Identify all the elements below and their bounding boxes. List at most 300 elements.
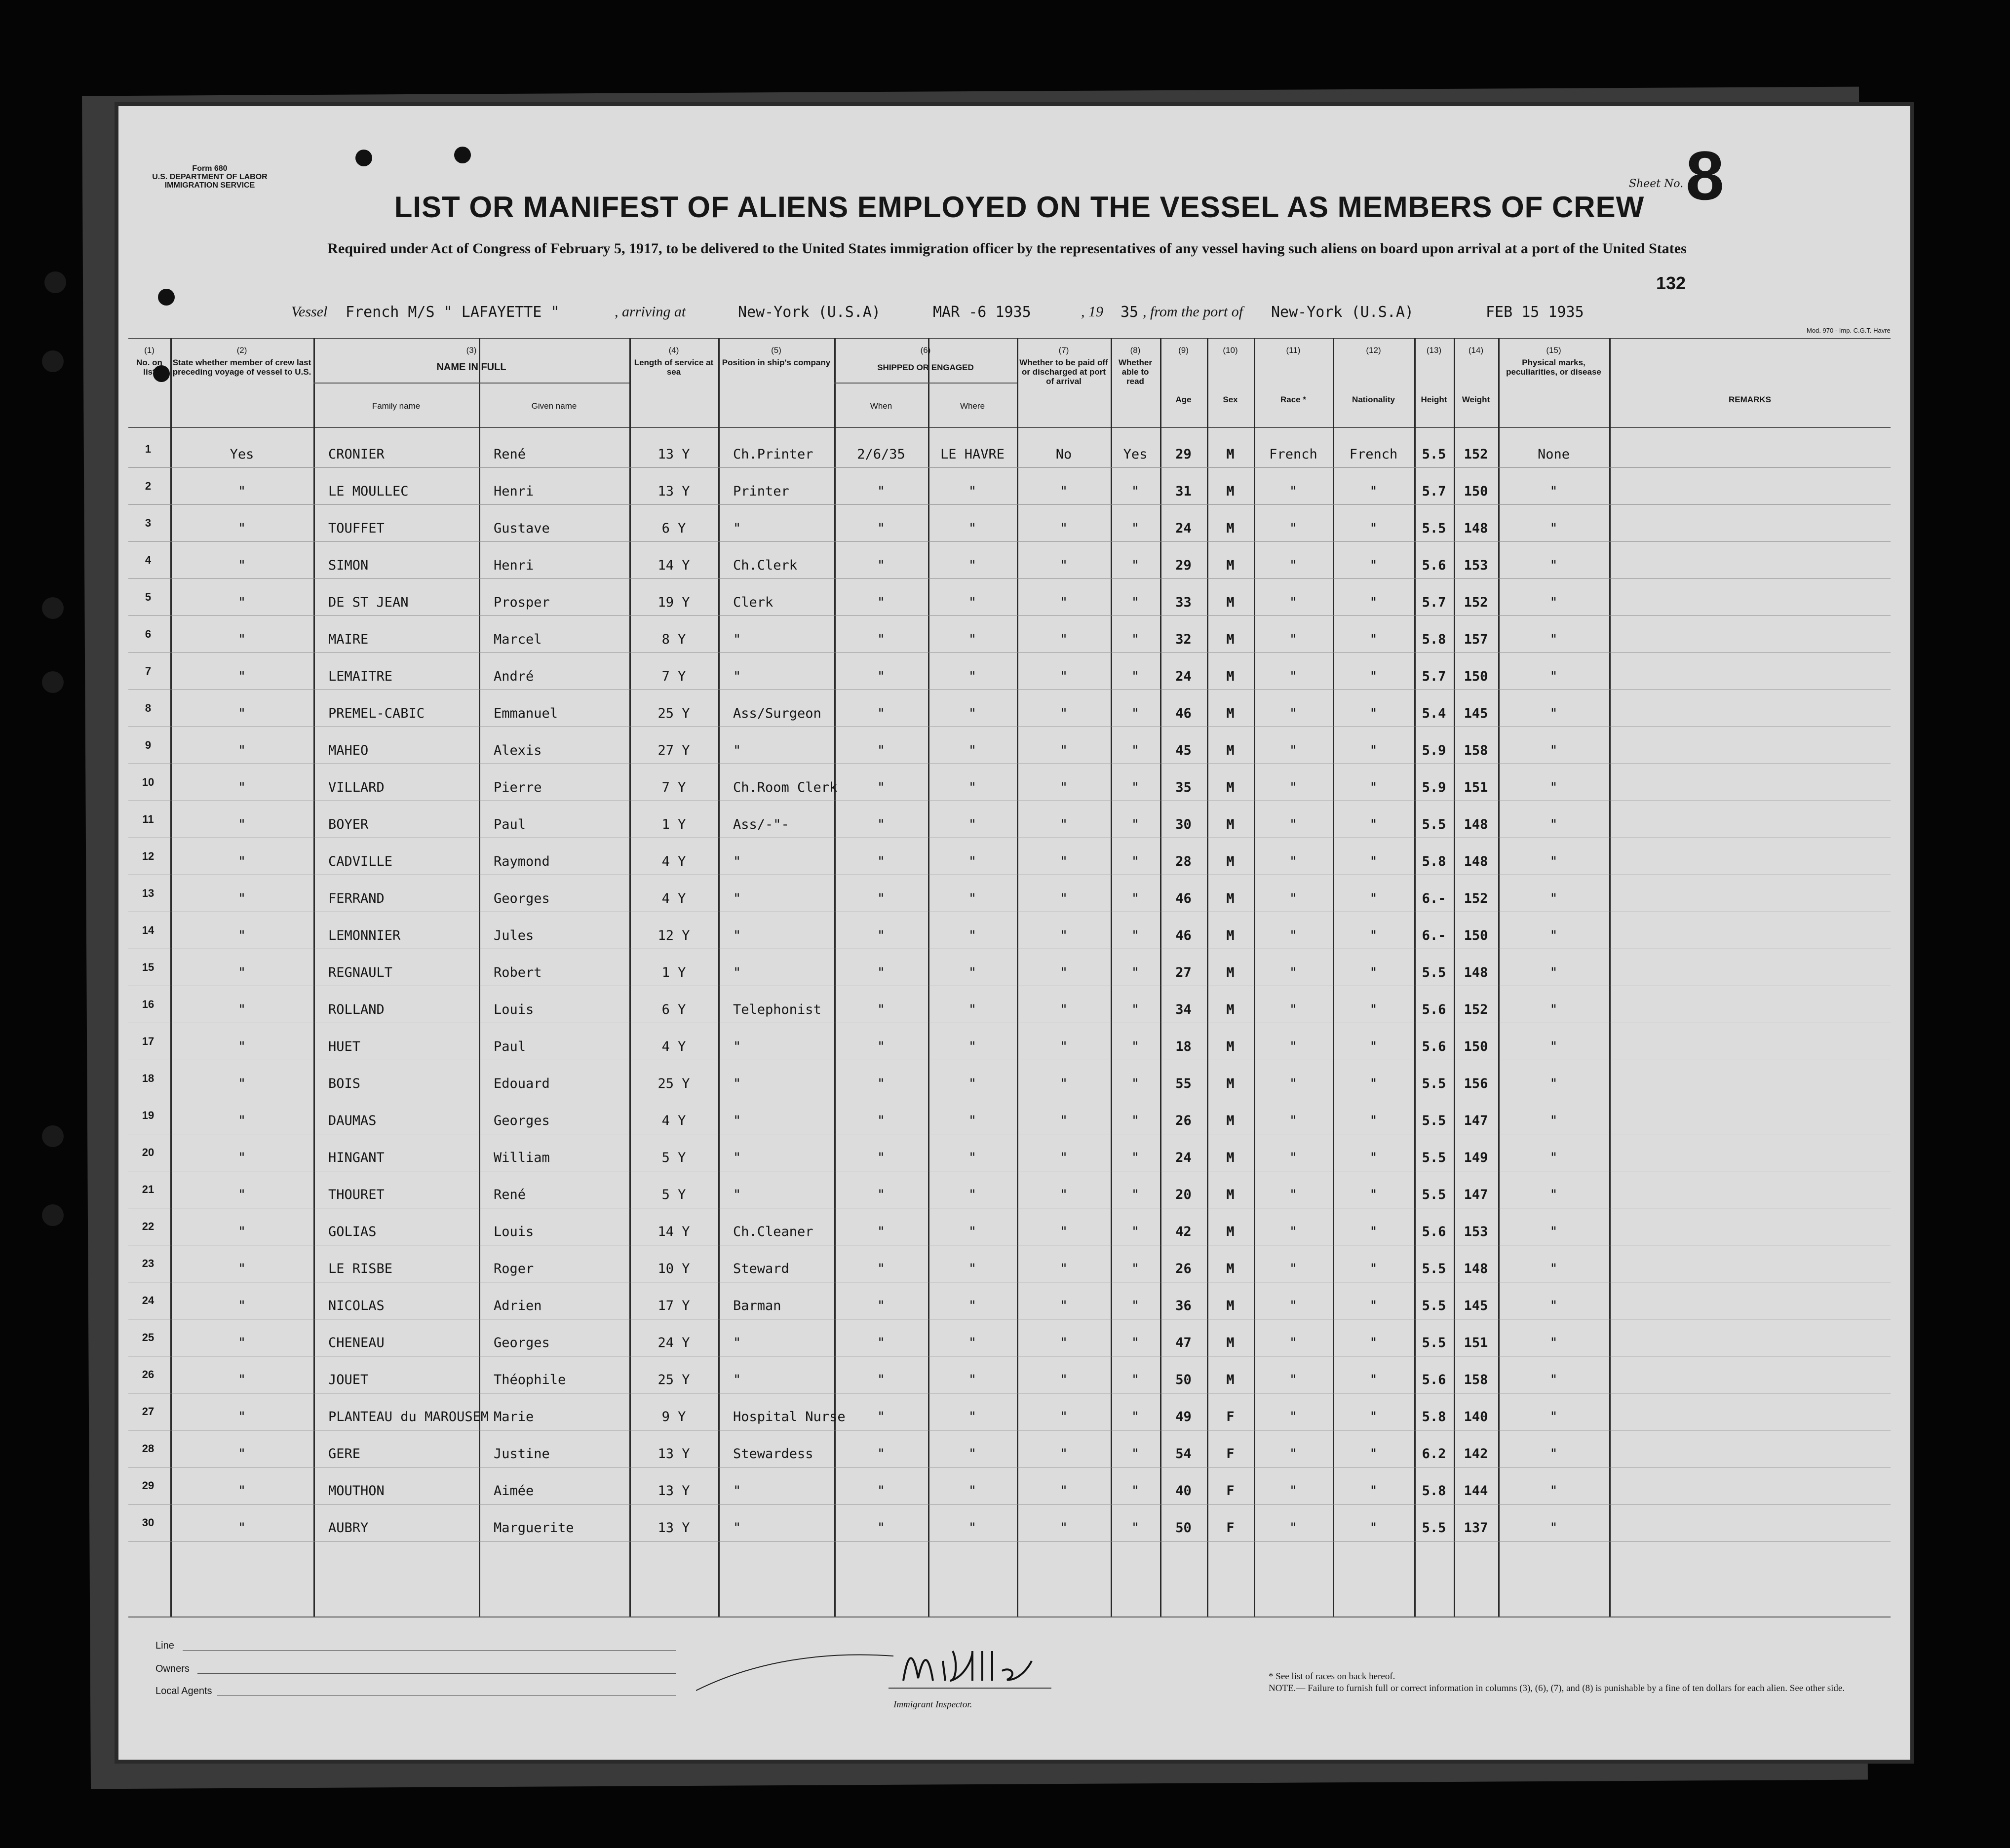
cell-nat: " — [1369, 1520, 1378, 1536]
cell-family: CRONIER — [328, 447, 385, 462]
cell-marks: " — [1549, 1446, 1558, 1462]
cell-sex: M — [1226, 817, 1235, 832]
cell-where: " — [968, 1150, 977, 1165]
cell-where: " — [968, 1446, 977, 1462]
punch-hole — [44, 271, 66, 293]
cell-read: " — [1131, 1446, 1140, 1462]
cell-position: " — [733, 1483, 741, 1499]
cell-paid: " — [1059, 1150, 1068, 1165]
cell-marks: " — [1549, 484, 1558, 499]
cell-read: " — [1131, 1113, 1140, 1128]
cell-when: " — [877, 1187, 886, 1202]
cell-sex: M — [1226, 1372, 1235, 1387]
cell-weight: 158 — [1464, 1372, 1488, 1387]
cell-family: HUET — [328, 1039, 361, 1054]
cell-nat: " — [1369, 1187, 1378, 1202]
column-header: Height — [1421, 395, 1447, 404]
cell-position: " — [733, 854, 741, 869]
cell-prev: " — [237, 1446, 246, 1462]
cell-service: 24 Y — [657, 1335, 690, 1350]
column-subheader: Where — [960, 401, 985, 411]
cell-paid: " — [1059, 1113, 1068, 1128]
cell-age: 24 — [1175, 669, 1192, 684]
cell-age: 30 — [1175, 817, 1192, 832]
cell-height: 5.6 — [1422, 558, 1446, 573]
cell-weight: 145 — [1464, 1298, 1488, 1313]
cell-when: " — [877, 1409, 886, 1424]
cell-where: " — [968, 1039, 977, 1054]
cell-marks: " — [1549, 669, 1558, 684]
cell-nat: " — [1369, 891, 1378, 906]
cell-weight: 152 — [1464, 447, 1488, 462]
form-number: Form 680 — [192, 164, 228, 173]
cell-race: " — [1289, 1520, 1298, 1536]
column-number: (7) — [1058, 346, 1069, 355]
cell-position: Ch.Room Clerk — [733, 780, 838, 795]
column-number: (6) — [920, 346, 931, 355]
cell-position: " — [733, 1113, 741, 1128]
cell-weight: 148 — [1464, 1261, 1488, 1276]
column-header: Nationality — [1352, 395, 1395, 404]
column-number: (1) — [144, 346, 155, 355]
cell-family: MAHEO — [328, 743, 369, 758]
row-number: 28 — [142, 1442, 155, 1455]
cell-height: 5.9 — [1422, 743, 1446, 758]
cell-marks: " — [1549, 1187, 1558, 1202]
cell-family: THOURET — [328, 1187, 385, 1202]
cell-given: Marcel — [494, 632, 542, 647]
cell-family: LE RISBE — [328, 1261, 393, 1276]
cell-nat: " — [1369, 1150, 1378, 1165]
cell-family: JOUET — [328, 1372, 369, 1387]
cell-given: Emmanuel — [494, 706, 558, 721]
cell-read: " — [1131, 928, 1140, 943]
cell-when: " — [877, 1113, 886, 1128]
form-info — [148, 164, 271, 190]
cell-weight: 152 — [1464, 891, 1488, 906]
cell-height: 5.5 — [1422, 817, 1446, 832]
cell-where: " — [968, 1076, 977, 1091]
cell-when: " — [877, 1002, 886, 1017]
row-number: 24 — [142, 1294, 155, 1307]
row-number: 4 — [145, 554, 152, 566]
cell-given: Henri — [494, 484, 534, 499]
column-rule — [313, 338, 315, 1617]
row-rule — [128, 541, 1891, 542]
cell-race: " — [1289, 1150, 1298, 1165]
cell-height: 5.6 — [1422, 1039, 1446, 1054]
cell-weight: 148 — [1464, 965, 1488, 980]
column-number: (4) — [668, 346, 679, 355]
cell-sex: M — [1226, 484, 1235, 499]
cell-marks: " — [1549, 632, 1558, 647]
cell-marks: " — [1549, 1372, 1558, 1387]
cell-paid: " — [1059, 965, 1068, 980]
cell-when: " — [877, 1150, 886, 1165]
cell-nat: " — [1369, 1335, 1378, 1350]
cell-race: " — [1289, 780, 1298, 795]
cell-read: " — [1131, 1483, 1140, 1499]
cell-given: Robert — [494, 965, 542, 980]
cell-marks: " — [1549, 1076, 1558, 1091]
cell-given: René — [494, 447, 526, 462]
cell-service: 12 Y — [657, 928, 690, 943]
cell-position: Steward — [733, 1261, 789, 1276]
cell-nat: " — [1369, 1409, 1378, 1424]
cell-read: " — [1131, 1409, 1140, 1424]
cell-given: Alexis — [494, 743, 542, 758]
page-title: LIST OR MANIFEST OF ALIENS EMPLOYED ON THE VESSEL AS MEMBERS OF CREW — [394, 191, 1645, 224]
cell-service: 4 Y — [661, 1113, 686, 1128]
cell-weight: 153 — [1464, 558, 1488, 573]
cell-prev: " — [237, 743, 246, 758]
cell-paid: " — [1059, 1076, 1068, 1091]
cell-paid: " — [1059, 1520, 1068, 1536]
cell-when: " — [877, 595, 886, 610]
cell-read: " — [1131, 1076, 1140, 1091]
cell-family: ROLLAND — [328, 1002, 385, 1017]
cell-height: 5.8 — [1422, 1409, 1446, 1424]
cell-nat: French — [1349, 447, 1398, 462]
cell-race: " — [1289, 1446, 1298, 1462]
cell-prev: " — [237, 1150, 246, 1165]
cell-weight: 140 — [1464, 1409, 1488, 1424]
cell-position: Hospital Nurse — [733, 1409, 846, 1424]
cell-paid: " — [1059, 1409, 1068, 1424]
cell-family: MAIRE — [328, 632, 369, 647]
cell-paid: " — [1059, 1039, 1068, 1054]
cell-sex: M — [1226, 854, 1235, 869]
column-header: No. on list — [136, 358, 162, 377]
cell-weight: 149 — [1464, 1150, 1488, 1165]
cell-age: 55 — [1175, 1076, 1192, 1091]
column-number: (15) — [1546, 346, 1561, 355]
cell-marks: " — [1549, 1298, 1558, 1313]
cell-given: Justine — [494, 1446, 550, 1462]
row-number: 7 — [145, 665, 152, 677]
cell-weight: 150 — [1464, 669, 1488, 684]
row-number: 15 — [142, 961, 155, 973]
cell-read: Yes — [1123, 447, 1148, 462]
cell-age: 35 — [1175, 780, 1192, 795]
cell-height: 5.5 — [1422, 965, 1446, 980]
cell-race: French — [1269, 447, 1317, 462]
cell-where: " — [968, 558, 977, 573]
cell-sex: M — [1226, 706, 1235, 721]
cell-given: Jules — [494, 928, 534, 943]
cell-paid: " — [1059, 928, 1068, 943]
column-subheader: Given name — [531, 401, 577, 411]
cell-nat: " — [1369, 928, 1378, 943]
cell-weight: 156 — [1464, 1076, 1488, 1091]
row-number: 25 — [142, 1331, 155, 1344]
column-header: State whether member of crew last preceding voyage of vessel to U.S. — [172, 358, 311, 377]
cell-height: 5.7 — [1422, 595, 1446, 610]
cell-service: 13 Y — [657, 484, 690, 499]
cell-family: REGNAULT — [328, 965, 393, 980]
cell-nat: " — [1369, 965, 1378, 980]
cell-family: CHENEAU — [328, 1335, 385, 1350]
cell-weight: 137 — [1464, 1520, 1488, 1536]
name-subheader-rule — [313, 383, 629, 384]
cell-where: " — [968, 521, 977, 536]
cell-given: Henri — [494, 558, 534, 573]
cell-when: " — [877, 1224, 886, 1239]
cell-race: " — [1289, 595, 1298, 610]
cell-service: 13 Y — [657, 1520, 690, 1536]
cell-height: 5.7 — [1422, 669, 1446, 684]
cell-prev: " — [237, 1409, 246, 1424]
cell-paid: " — [1059, 558, 1068, 573]
cell-nat: " — [1369, 1076, 1378, 1091]
cell-race: " — [1289, 1483, 1298, 1499]
cell-when: " — [877, 780, 886, 795]
cell-sex: M — [1226, 780, 1235, 795]
cell-where: " — [968, 891, 977, 906]
cell-weight: 150 — [1464, 484, 1488, 499]
cell-age: 26 — [1175, 1113, 1192, 1128]
cell-when: " — [877, 1483, 886, 1499]
cell-where: " — [968, 817, 977, 832]
row-number: 18 — [142, 1072, 155, 1084]
cell-given: Prosper — [494, 595, 550, 610]
cell-given: Gustave — [494, 521, 550, 536]
cell-position: " — [733, 1187, 741, 1202]
row-number: 29 — [142, 1479, 155, 1492]
column-header: Race * — [1280, 395, 1306, 404]
cell-prev: " — [237, 1002, 246, 1017]
punch-hole — [42, 1204, 64, 1226]
column-header: Length of service at sea — [634, 358, 714, 377]
cell-when: " — [877, 632, 886, 647]
punch-hole — [158, 289, 175, 306]
cell-marks: " — [1549, 558, 1558, 573]
cell-nat: " — [1369, 1372, 1378, 1387]
cell-given: William — [494, 1150, 550, 1165]
cell-weight: 144 — [1464, 1483, 1488, 1499]
row-number: 12 — [142, 850, 155, 862]
cell-position: " — [733, 743, 741, 758]
from-port-label: , from the port of — [1143, 304, 1243, 320]
penalty-note: NOTE.— Failure to furnish full or correct information in columns (3), (6), (7), and (8) is punishable by a fine of ten dollars for each alien. See other side. — [1269, 1683, 1845, 1694]
column-subheader: When — [870, 401, 892, 411]
cell-where: " — [968, 1224, 977, 1239]
cell-when: " — [877, 817, 886, 832]
cell-race: " — [1289, 1039, 1298, 1054]
cell-where: " — [968, 743, 977, 758]
cell-service: 7 Y — [661, 780, 686, 795]
cell-service: 7 Y — [661, 669, 686, 684]
cell-where: " — [968, 595, 977, 610]
cell-sex: M — [1226, 1298, 1235, 1313]
cell-given: Paul — [494, 1039, 526, 1054]
cell-marks: " — [1549, 1002, 1558, 1017]
cell-sex: F — [1226, 1520, 1235, 1536]
row-number: 20 — [142, 1146, 155, 1158]
column-header: Sex — [1223, 395, 1238, 404]
cell-given: Edouard — [494, 1076, 550, 1091]
row-rule — [128, 504, 1891, 505]
cell-family: MOUTHON — [328, 1483, 385, 1499]
cell-height: 5.5 — [1422, 1150, 1446, 1165]
cell-service: 13 Y — [657, 1446, 690, 1462]
cell-where: " — [968, 1261, 977, 1276]
cell-sex: M — [1226, 1002, 1235, 1017]
cell-sex: F — [1226, 1446, 1235, 1462]
cell-age: 28 — [1175, 854, 1192, 869]
cell-position: Barman — [733, 1298, 781, 1313]
cell-height: 5.5 — [1422, 1261, 1446, 1276]
cell-when: " — [877, 928, 886, 943]
cell-nat: " — [1369, 1261, 1378, 1276]
cell-weight: 148 — [1464, 817, 1488, 832]
cell-given: Adrien — [494, 1298, 542, 1313]
cell-service: 10 Y — [657, 1261, 690, 1276]
cell-service: 8 Y — [661, 632, 686, 647]
cell-height: 5.6 — [1422, 1372, 1446, 1387]
cell-read: " — [1131, 1039, 1140, 1054]
cell-race: " — [1289, 854, 1298, 869]
cell-nat: " — [1369, 1224, 1378, 1239]
cell-sex: M — [1226, 1335, 1235, 1350]
cell-read: " — [1131, 706, 1140, 721]
column-rule — [479, 338, 480, 1617]
row-number: 17 — [142, 1035, 155, 1047]
cell-position: " — [733, 928, 741, 943]
cell-when: " — [877, 891, 886, 906]
cell-read: " — [1131, 1335, 1140, 1350]
sheet-label: Sheet No. — [1629, 178, 1684, 190]
cell-age: 32 — [1175, 632, 1192, 647]
row-rule — [128, 467, 1891, 468]
row-number: 23 — [142, 1257, 155, 1270]
vessel-label: Vessel — [291, 304, 328, 320]
cell-height: 5.9 — [1422, 780, 1446, 795]
cell-service: 13 Y — [657, 1483, 690, 1499]
row-number: 14 — [142, 924, 155, 936]
cell-nat: " — [1369, 780, 1378, 795]
cell-service: 25 Y — [657, 1372, 690, 1387]
cell-where: " — [968, 669, 977, 684]
cell-paid: " — [1059, 780, 1068, 795]
cell-position: " — [733, 1372, 741, 1387]
cell-marks: " — [1549, 891, 1558, 906]
row-number: 6 — [145, 628, 152, 640]
cell-when: " — [877, 706, 886, 721]
cell-weight: 147 — [1464, 1187, 1488, 1202]
column-header: Weight — [1462, 395, 1490, 404]
cell-family: TOUFFET — [328, 521, 385, 536]
cell-given: Pierre — [494, 780, 542, 795]
cell-position: Ch.Cleaner — [733, 1224, 813, 1239]
arrival-port: New-York (U.S.A) — [738, 304, 881, 321]
line-label: Line — [155, 1640, 174, 1651]
cell-service: 27 Y — [657, 743, 690, 758]
cell-position: Telephonist — [733, 1002, 821, 1017]
cell-nat: " — [1369, 1298, 1378, 1313]
row-number: 1 — [145, 443, 152, 455]
cell-prev: " — [237, 1039, 246, 1054]
row-number: 21 — [142, 1183, 155, 1195]
cell-race: " — [1289, 891, 1298, 906]
cell-position: " — [733, 1335, 741, 1350]
cell-marks: " — [1549, 780, 1558, 795]
cell-race: " — [1289, 1002, 1298, 1017]
row-number: 5 — [145, 591, 152, 603]
cell-service: 4 Y — [661, 1039, 686, 1054]
column-header: SHIPPED OR ENGAGED — [877, 363, 974, 372]
row-number: 3 — [145, 517, 152, 529]
cell-nat: " — [1369, 521, 1378, 536]
cell-marks: " — [1549, 743, 1558, 758]
cell-prev: " — [237, 965, 246, 980]
cell-marks: " — [1549, 1483, 1558, 1499]
cell-family: BOYER — [328, 817, 369, 832]
cell-when: " — [877, 1298, 886, 1313]
vessel-name: French M/S " LAFAYETTE " — [346, 304, 560, 321]
cell-prev: " — [237, 521, 246, 536]
cell-where: " — [968, 1520, 977, 1536]
cell-position: " — [733, 1150, 741, 1165]
cell-marks: " — [1549, 706, 1558, 721]
cell-nat: " — [1369, 558, 1378, 573]
cell-when: " — [877, 669, 886, 684]
cell-where: " — [968, 928, 977, 943]
punch-hole — [42, 350, 64, 372]
cell-when: " — [877, 521, 886, 536]
cell-paid: " — [1059, 706, 1068, 721]
cell-service: 13 Y — [657, 447, 690, 462]
cell-service: 6 Y — [661, 1002, 686, 1017]
cell-marks: " — [1549, 854, 1558, 869]
cell-service: 5 Y — [661, 1187, 686, 1202]
cell-sex: M — [1226, 632, 1235, 647]
cell-when: 2/6/35 — [857, 447, 905, 462]
cell-race: " — [1289, 1076, 1298, 1091]
cell-position: Ch.Printer — [733, 447, 813, 462]
cell-age: 33 — [1175, 595, 1192, 610]
cell-prev: " — [237, 1076, 246, 1091]
cell-race: " — [1289, 1335, 1298, 1350]
cell-paid: " — [1059, 1224, 1068, 1239]
cell-weight: 150 — [1464, 928, 1488, 943]
cell-marks: " — [1549, 1520, 1558, 1536]
cell-when: " — [877, 743, 886, 758]
cell-race: " — [1289, 1409, 1298, 1424]
cell-paid: " — [1059, 632, 1068, 647]
cell-height: 5.8 — [1422, 1483, 1446, 1499]
cell-height: 5.6 — [1422, 1002, 1446, 1017]
cell-given: Louis — [494, 1002, 534, 1017]
cell-weight: 148 — [1464, 854, 1488, 869]
cell-paid: " — [1059, 817, 1068, 832]
cell-age: 50 — [1175, 1520, 1192, 1536]
cell-paid: " — [1059, 1298, 1068, 1313]
cell-weight: 157 — [1464, 632, 1488, 647]
cell-sex: M — [1226, 1224, 1235, 1239]
cell-family: CADVILLE — [328, 854, 393, 869]
cell-where: " — [968, 1335, 977, 1350]
row-number: 2 — [145, 480, 152, 492]
cell-prev: " — [237, 632, 246, 647]
cell-position: " — [733, 1076, 741, 1091]
cell-age: 46 — [1175, 706, 1192, 721]
cell-height: 5.5 — [1422, 1520, 1446, 1536]
cell-paid: " — [1059, 1446, 1068, 1462]
arrival-date: MAR -6 1935 — [933, 304, 1031, 321]
cell-height: 5.5 — [1422, 1076, 1446, 1091]
cell-family: DAUMAS — [328, 1113, 377, 1128]
